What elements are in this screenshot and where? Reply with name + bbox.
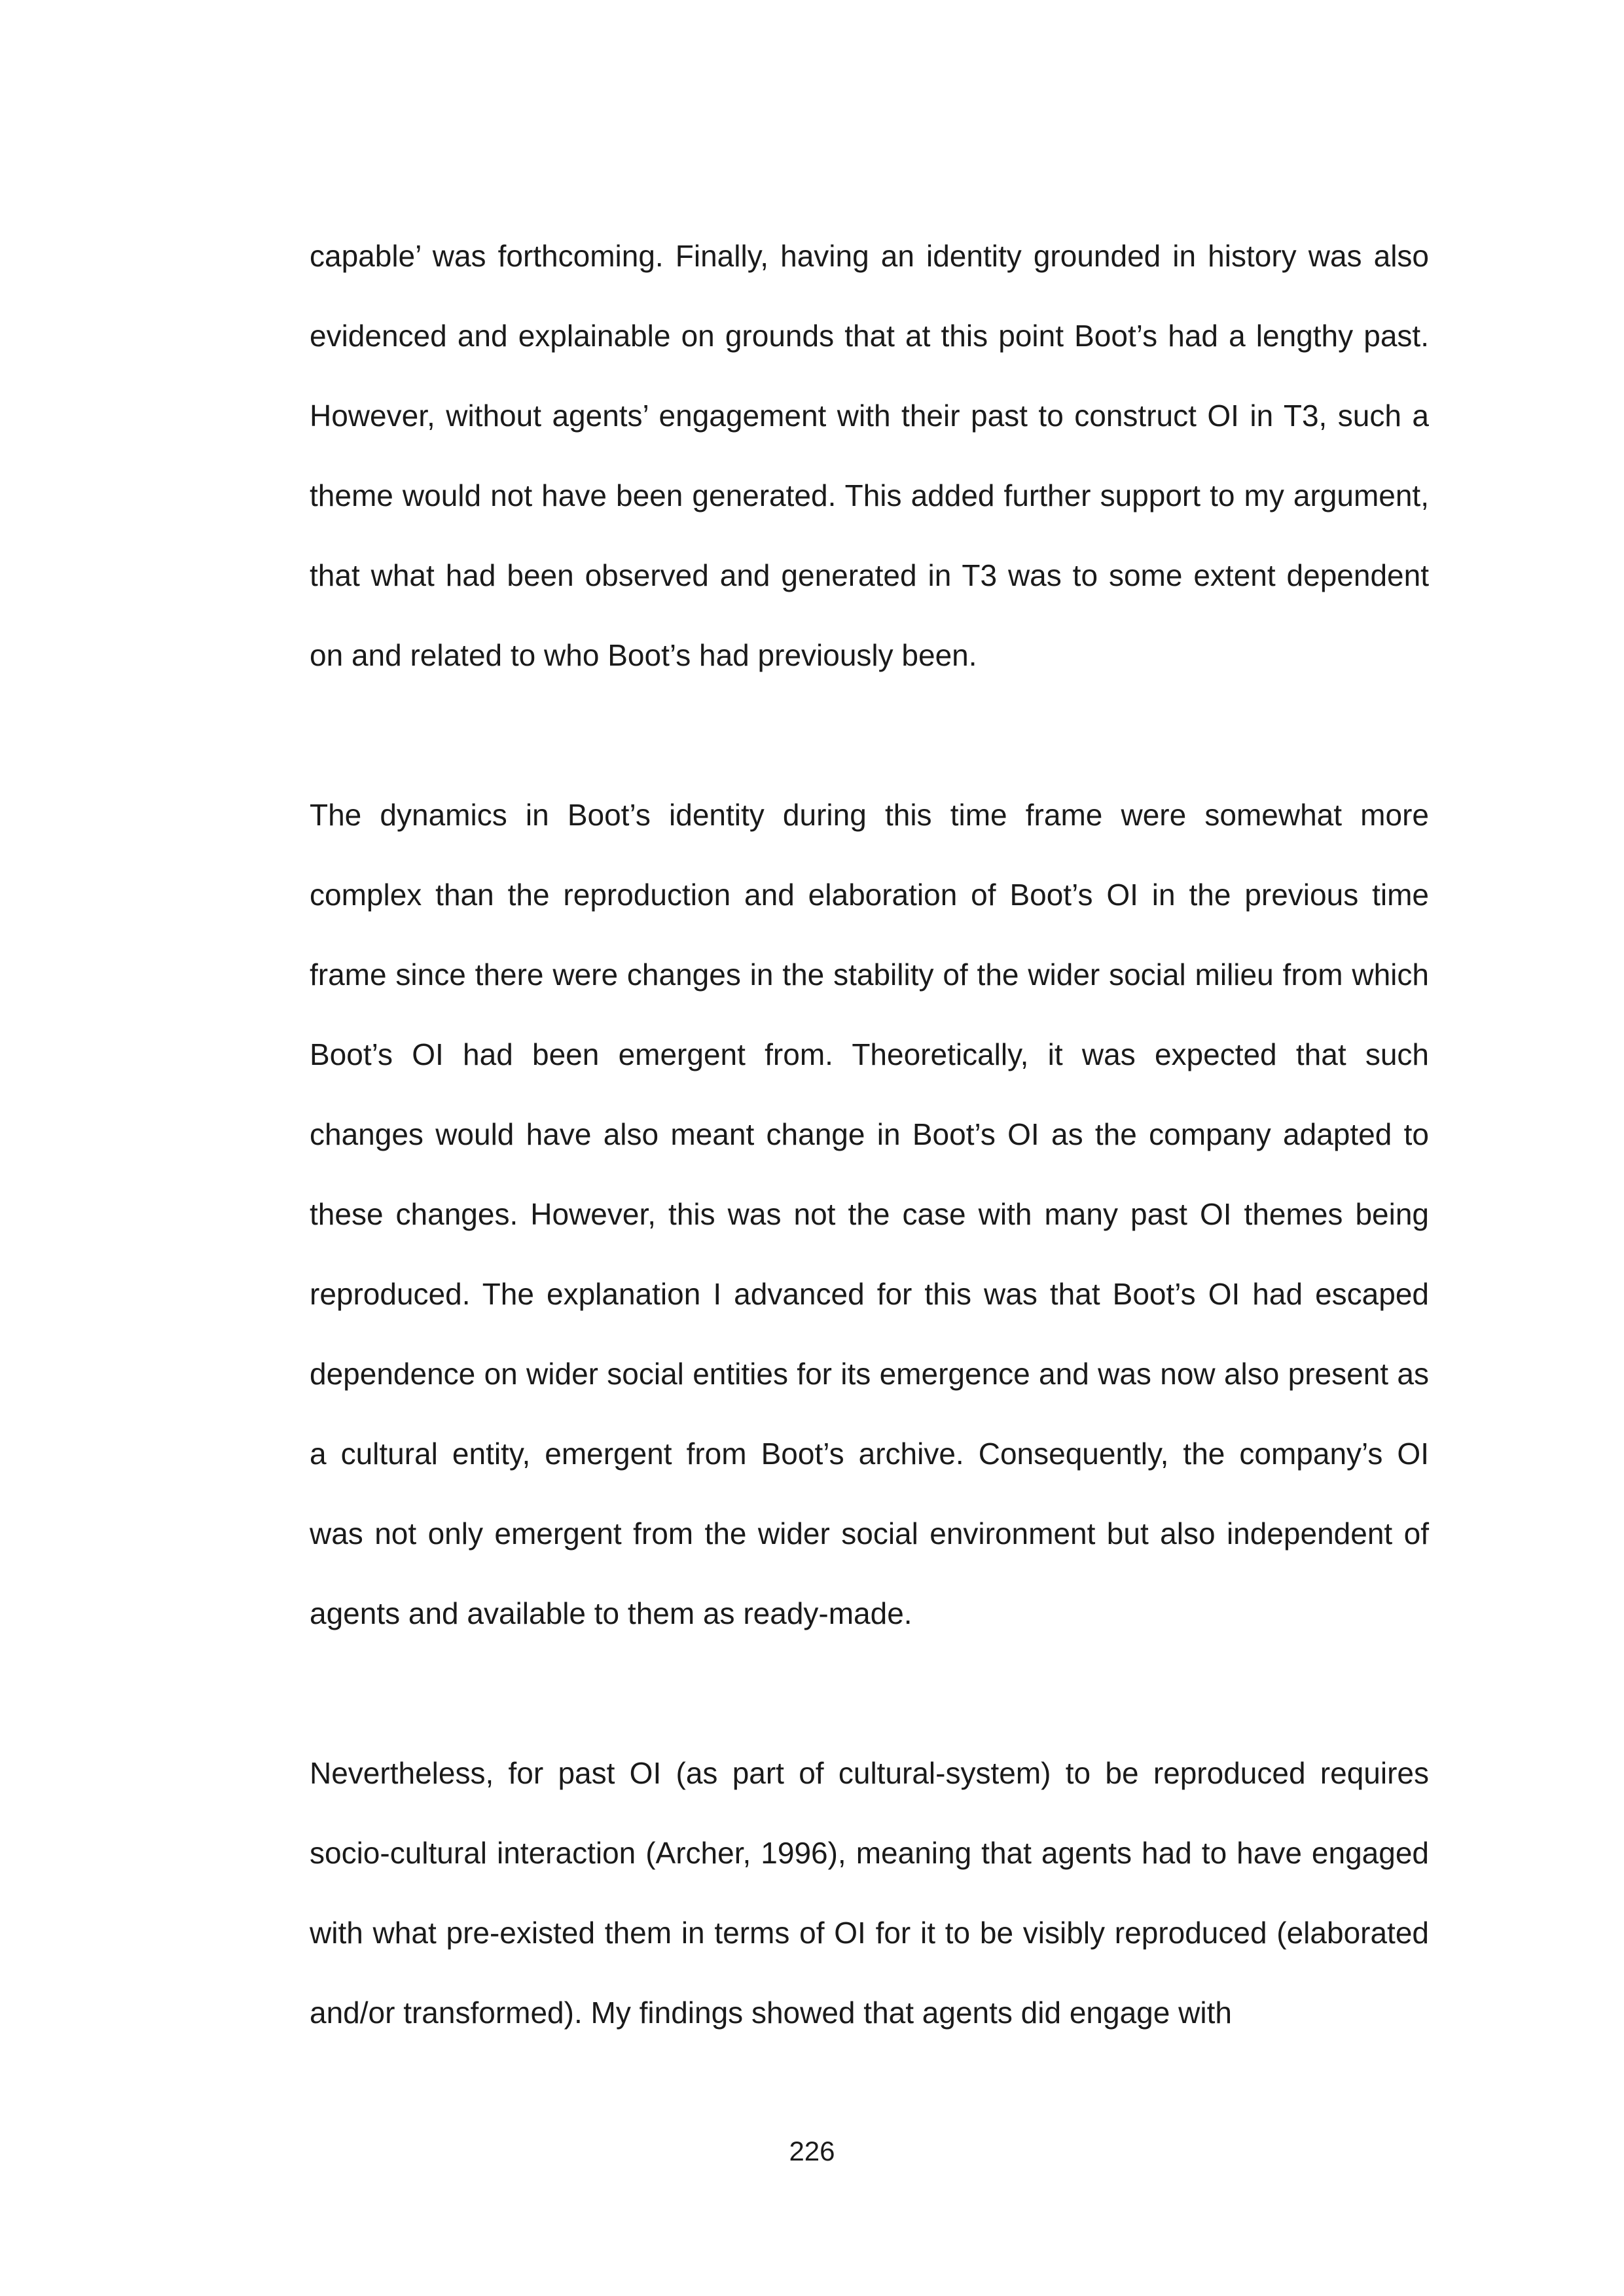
body-text (310, 216, 1429, 2053)
paragraph-3: Nevertheless, for past OI (as part of cultural-system) to be reproduced requires socio-cultural interaction (Archer, 1996), meaning that agents had to have engaged with what pre-existed them in terms of OI for it to be visibly reproduced (elaborated and/or transformed). My findings showed that agents did engage with (310, 1756, 1429, 2030)
page-number: 226 (789, 2136, 835, 2166)
paragraph-1: capable’ was forthcoming. Finally, having an identity grounded in history was also evidenced and explainable on grounds that at this point Boot’s had a lengthy past. However, without agents’ engagement with their past to construct OI in T3, such a theme would not have been generated. This added further support to my argument, that what had been observed and generated in T3 was to some extent dependent on and related to who Boot’s had previously been. (310, 239, 1429, 672)
paragraph-2: The dynamics in Boot’s identity during this time frame were somewhat more complex than the reproduction and elaboration of Boot’s OI in the previous time frame since there were changes in the stability of the wider social milieu from which Boot’s OI had been emergent from. Theoretically, it was expected that such changes would have also meant change in Boot’s OI as the company adapted to these changes. However, this was not the case with many past OI themes being reproduced. The explanation I advanced for this was that Boot’s OI had escaped dependence on wider social entities for its emergence and was now also present as a cultural entity, emergent from Boot’s archive. Consequently, the company’s OI was not only emergent from the wider social environment but also independent of agents and available to them as ready-made. (310, 798, 1429, 1630)
